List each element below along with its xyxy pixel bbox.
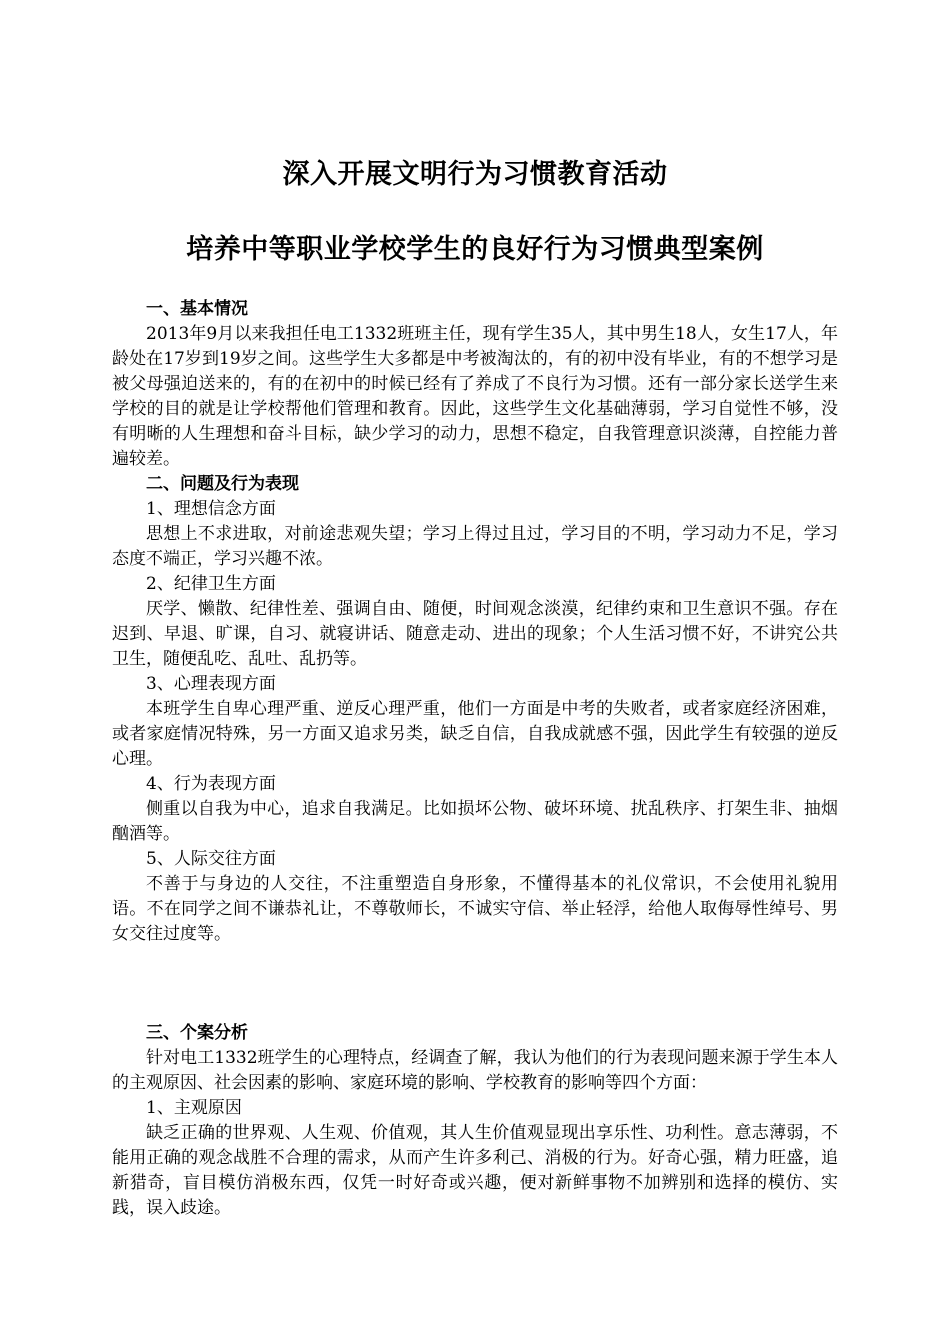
paragraph-behavior: 侧重以自我为中心，追求自我满足。比如损坏公物、破坏环境、扰乱秩序、打架生非、抽烟酗酒等。 (112, 799, 838, 844)
section-heading-basic: 一、基本情况 (146, 299, 248, 319)
paragraph-basic: 2013年9月以来我担任电工1332班班主任，现有学生35人，其中男生18人，女生17人，年龄处在17岁到19岁之间。这些学生大多都是中考被淘汰的，有的初中没有毕业，有的不想学习是被父母强迫送来的，有的在初中的时候已经有了养成了不良行为习惯。还有一部分家长送学生来学校的目的就是让学校帮他们管理和教育。因此，这些学生文化基础薄弱，学习自觉性不够，没有明晰的人生理想和奋斗目标，缺少学习的动力，思想不稳定，自我管理意识淡薄，自控能力普遍较差。 (112, 324, 838, 469)
subheading-subjective-causes: 1、主观原因 (146, 1098, 242, 1118)
subheading-interpersonal: 5、人际交往方面 (146, 849, 276, 869)
document-title-line1: 深入开展文明行为习惯教育活动 (282, 159, 668, 190)
document-body-part1 (112, 297, 838, 947)
section-heading-problems: 二、问题及行为表现 (146, 474, 299, 494)
paragraph-discipline: 厌学、懒散、纪律性差、强调自由、随便，时间观念淡漠，纪律约束和卫生意识不强。存在迟到、早退、旷课，自习、就寝讲话、随意走动、进出的现象；个人生活习惯不好，不讲究公共卫生，随便乱吃、乱吐、乱扔等。 (112, 599, 838, 669)
paragraph-subjective-causes: 缺乏正确的世界观、人生观、价值观，其人生价值观显现出享乐性、功利性。意志薄弱，不能用正确的观念战胜不合理的需求，从而产生许多利己、消极的行为。好奇心强，精力旺盛，追新猎奇，盲目模仿消极东西，仅凭一时好奇或兴趣，便对新鲜事物不加辨别和选择的模仿、实践，误入歧途。 (112, 1123, 838, 1218)
subheading-discipline: 2、纪律卫生方面 (146, 574, 276, 594)
paragraph-psychology: 本班学生自卑心理严重、逆反心理严重，他们一方面是中考的失败者，或者家庭经济困难，或者家庭情况特殊，另一方面又追求另类，缺乏自信，自我成就感不强，因此学生有较强的逆反心理。 (112, 699, 838, 769)
subheading-psychology: 3、心理表现方面 (146, 674, 276, 694)
subheading-ideals: 1、理想信念方面 (146, 499, 276, 519)
subheading-behavior: 4、行为表现方面 (146, 774, 276, 794)
document-body-part2 (112, 1021, 838, 1221)
paragraph-analysis-intro: 针对电工1332班学生的心理特点，经调查了解，我认为他们的行为表现问题来源于学生本人的主观原因、社会因素的影响、家庭环境的影响、学校教育的影响等四个方面： (112, 1048, 838, 1093)
document-title-line2: 培养中等职业学校学生的良好行为习惯典型案例 (186, 234, 764, 265)
paragraph-ideals: 思想上不求进取，对前途悲观失望；学习上得过且过，学习目的不明，学习动力不足，学习态度不端正，学习兴趣不浓。 (112, 524, 838, 569)
section-heading-analysis: 三、个案分析 (146, 1023, 248, 1043)
paragraph-interpersonal: 不善于与身边的人交往，不注重塑造自身形象，不懂得基本的礼仪常识，不会使用礼貌用语。不在同学之间不谦恭礼让，不尊敬师长，不诚实守信、举止轻浮，给他人取侮辱性绰号、男女交往过度等。 (112, 874, 838, 944)
